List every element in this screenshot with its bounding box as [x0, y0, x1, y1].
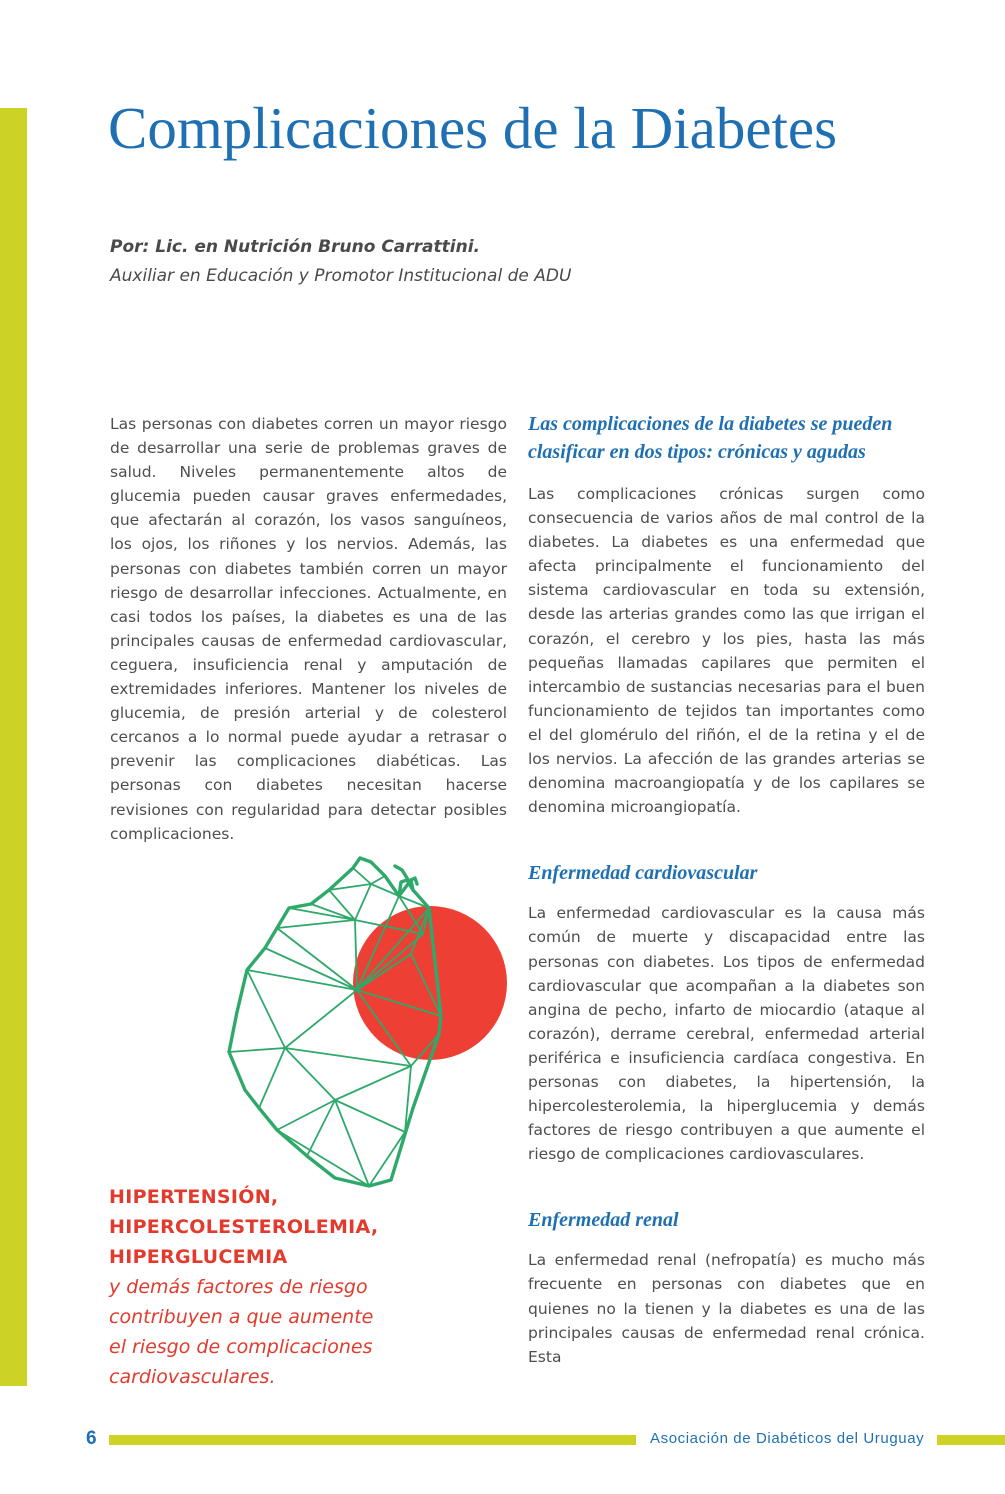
section-heading-cardiovascular: Enfermedad cardiovascular: [528, 862, 758, 885]
section-text-tipos: Las complicaciones crónicas surgen como consecuencia de varios años de mal control de la diabetes. La diabetes es una enfermedad que afecta principalmente el funcionamiento del sistema cardiovascular en toda su extensión, desde las arterias grandes como las que irrigan el corazón, el cerebro y los pies, hasta las más pequeñas llamadas capilares que permiten el intercambio de sustancias necesarias para el buen funcionamiento de tejidos tan importantes como el del glomérulo del riñón, el de la retina y el de los nervios. La afección de las grandes arterias se denomina macroangiopatía y de los capilares se denomina microangiopatía.: [528, 485, 925, 817]
callout-text-line: cardiovasculares.: [109, 1366, 276, 1388]
footer-rule-left: [109, 1435, 636, 1445]
callout-text-line: el riesgo de complicaciones: [109, 1336, 373, 1358]
author-role: Auxiliar en Educación y Promotor Institucional de ADU: [110, 266, 572, 286]
author-name: Por: Lic. en Nutrición Bruno Carrattini.: [110, 237, 480, 257]
section-text-cardiovascular: La enfermedad cardiovascular es la causa más común de muerte y discapacidad entre las personas con diabetes. Los tipos de enfermedad cardiovascular que acompañan a la diabetes son angina de pecho, infarto de miocardio (ataque al corazón), derrame cerebral, enfermedad arterial periférica e insuficiencia cardíaca congestiva. En personas con diabetes, la hipertensión, la hipercolesterolemia, la hiperglucemia y demás factores de riesgo contribuyen a que aumente el riesgo de complicaciones cardiovasculares.: [528, 904, 925, 1164]
side-accent-bar: [0, 108, 27, 1386]
callout-text-line: contribuyen a que aumente: [109, 1306, 374, 1328]
callout-text-line: y demás factores de riesgo: [109, 1276, 368, 1298]
intro-column: [110, 412, 507, 846]
footer-publisher: Asociación de Diabéticos del Uruguay: [650, 1430, 925, 1447]
callout-line-hiperglucemia: HIPERGLUCEMIA: [109, 1246, 288, 1268]
footer-rule-right: [937, 1435, 1005, 1445]
heart-facets-6: [229, 970, 357, 1108]
right-column: [528, 410, 925, 1369]
heart-facets-4: [247, 920, 357, 990]
section-heading-tipos: Las complicaciones de la diabetes se pueden clasificar en dos tipos: crónicas y agudas: [528, 413, 893, 463]
risk-callout: [109, 1182, 439, 1392]
section-heading-renal: Enfermedad renal: [528, 1209, 679, 1232]
page-title: Complicaciones de la Diabetes: [108, 95, 838, 161]
section-text-renal: La enfermedad renal (nefropatía) es mucho más frecuente en personas con diabetes que en quienes no la tienen y la diabetes es una de las principales causas de enfermedad renal crónica. Esta: [528, 1251, 925, 1366]
page-number: 6: [86, 1428, 97, 1449]
polygonal-heart-icon: [215, 850, 515, 1190]
author-byline: [110, 233, 571, 291]
callout-line-hipertension: HIPERTENSIÓN,: [109, 1186, 279, 1208]
intro-paragraph: Las personas con diabetes corren un mayor riesgo de desarrollar una serie de problemas graves de salud. Niveles permanentemente altos de glucemia pueden causar graves enfermedades, que afectarán al corazón, los vasos sanguíneos, los ojos, los riñones y los nervios. Además, las personas con diabetes también corren un mayor riesgo de desarrollar infecciones. Actualmente, en casi todos los países, la diabetes es una de las principales causas de enfermedad cardiovascular, ceguera, insuficiencia renal y amputación de extremidades inferiores. Mantener los niveles de glucemia, de presión arterial y de colesterol cercanos a lo normal puede ayudar a retrasar o prevenir las complicaciones diabéticas. Las personas con diabetes necesitan hacerse revisiones con regularidad para detectar posibles complicaciones.: [110, 415, 507, 843]
callout-line-hipercolesterolemia: HIPERCOLESTEROLEMIA,: [109, 1216, 379, 1238]
